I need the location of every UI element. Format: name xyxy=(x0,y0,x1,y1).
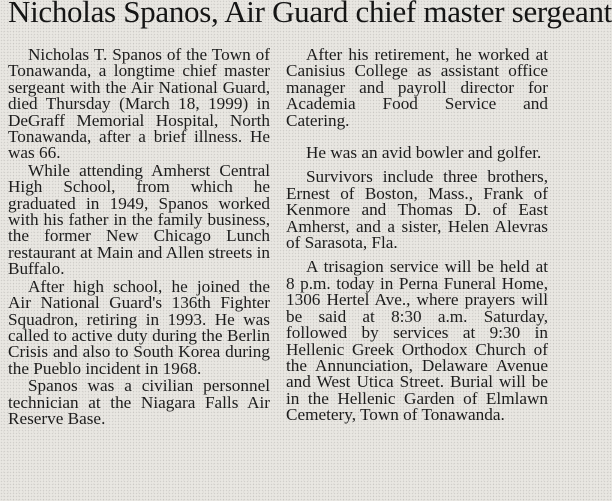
paragraph-military-service: After high school, he joined the Air National Guard's 136th Fighter Squadron, retiring in 1993. He was called to active duty during the Berlin Crisis and also to South Korea during the Pueblo incident in 1968. xyxy=(8,276,270,378)
headline: Nicholas Spanos, Air Guard chief master sergeant xyxy=(8,0,612,29)
left-column xyxy=(8,47,270,428)
paragraph-survivors: Survivors include three brothers, Ernest of Boston, Mass., Frank of Kenmore and Thomas D. of East Amherst, and a sister, Helen Alevras of Sarasota, Fla. xyxy=(286,167,548,253)
paragraph-services: A trisagion service will be held at 8 p.m. today in Perna Funeral Home, 1306 Hertel Ave., where prayers will be said at 8:30 a.m. Saturday, followed by services at 9:30 in Hellenic Greek Orthodox Church of the Annunciation, Delaware Avenue and West Utica Street. Burial will be in the Hellenic Garden of Elmlawn Cemetery, Town of Tonawanda. xyxy=(286,257,548,425)
paragraph-retirement: After his retirement, he worked at Canisius College as assistant office manager and payroll director for Academia Food Service and Catering. xyxy=(286,45,548,130)
right-column xyxy=(286,47,548,424)
paragraph-hobbies: He was an avid bowler and golfer. xyxy=(306,143,542,163)
paragraph-civilian-job: Spanos was a civilian personnel technician at the Niagara Falls Air Reserve Base. xyxy=(8,376,270,428)
paragraph-death-notice: Nicholas T. Spanos of the Town of Tonawanda, a longtime chief master sergeant with the Air National Guard, died Thursday (March 18, 1999) in DeGraff Memorial Hospital, North Tonawanda, after a brief illness. He was 66. xyxy=(8,45,270,163)
paragraph-education: While attending Amherst Central High School, from which he graduated in 1949, Spanos worked with his father in the family business, the former New Chicago Lunch restaurant at Main and Allen streets in Buffalo. xyxy=(8,160,270,279)
